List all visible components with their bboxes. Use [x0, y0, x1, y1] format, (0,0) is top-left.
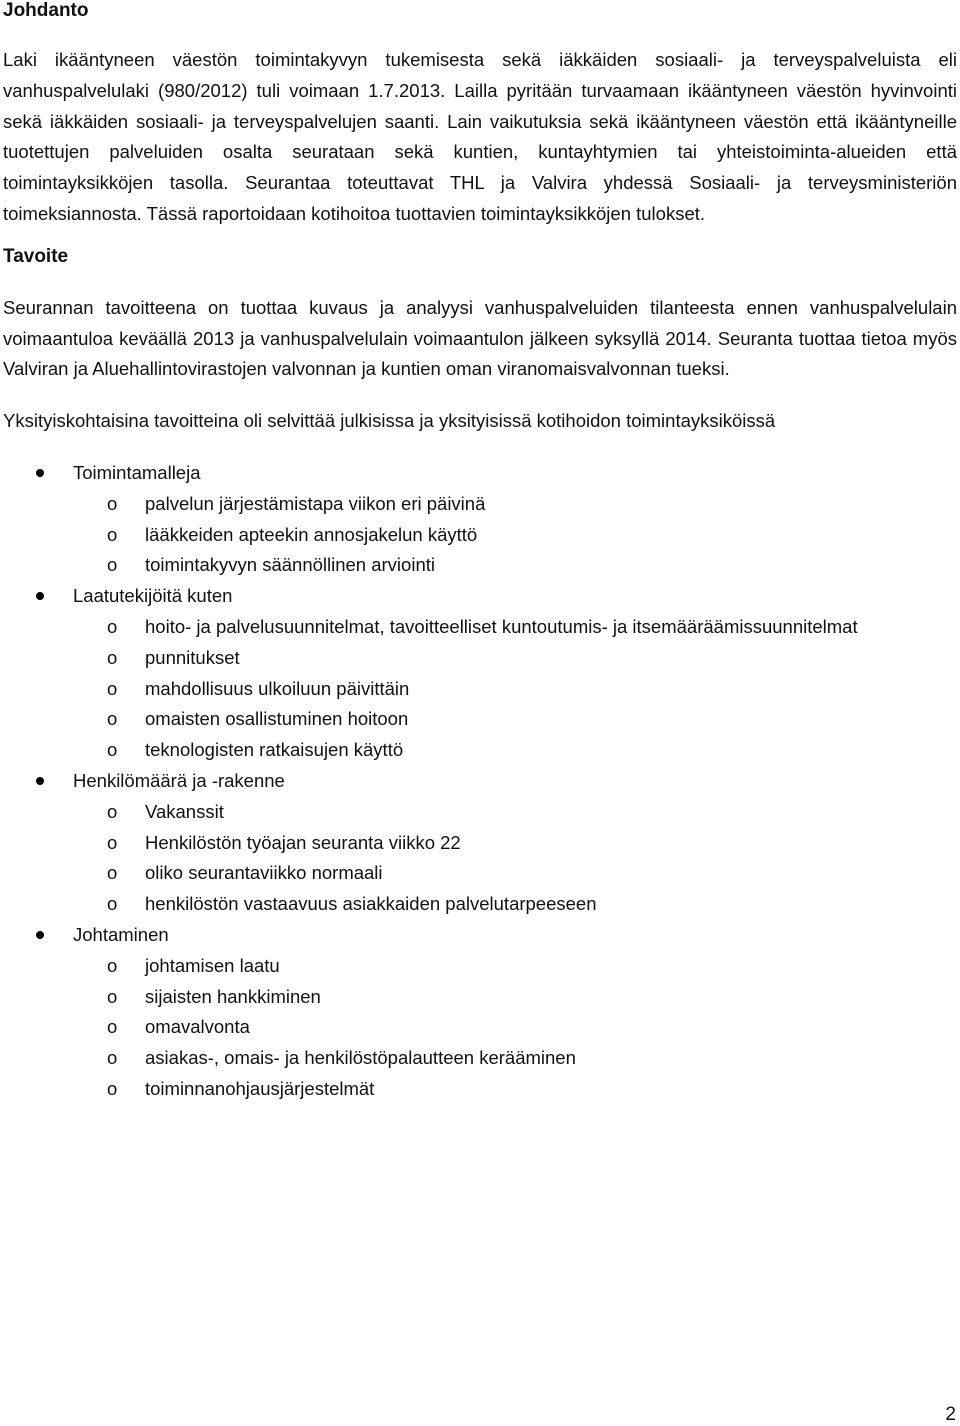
bullet-dot-icon [36, 469, 44, 477]
sub-list-item-label: toiminnanohjausjärjestelmät [145, 1077, 375, 1099]
sub-list-item [73, 797, 957, 828]
sub-list-item-label: hoito- ja palvelusuunnitelmat, tavoitteelliset kuntoutumis- ja itsemääräämissuunnitelmat [145, 615, 858, 637]
bullet-dot-icon [36, 592, 44, 600]
sub-list-item [73, 951, 957, 982]
specific-goals-lead: Yksityiskohtaisina tavoitteina oli selvittää julkisissa ja yksityisissä kotihoidon toimintayksiköissä [3, 410, 776, 432]
sub-list-item-label: henkilöstön vastaavuus asiakkaiden palvelutarpeeseen [145, 893, 597, 915]
sub-list-item [73, 489, 957, 520]
sub-list-item [73, 1074, 957, 1105]
sub-list-item [73, 1012, 957, 1043]
sub-list-item [73, 735, 957, 766]
sub-list-item [73, 674, 957, 705]
bullet-dot-icon [36, 777, 44, 785]
list-item [3, 766, 957, 920]
intro-paragraph: Laki ikääntyneen väestön toimintakyvyn tukemisesta sekä iäkkäiden sosiaali- ja terveyspalveluista eli vanhuspalvelulaki (980/2012) tuli voimaan 1.7.2013. Lailla pyritään turvaamaan ikääntyneen väestön hyvinvointi sekä iäkkäiden sosiaali- ja terveyspalvelujen saanti. Lain vaikutuksia sekä ikääntyneen väestön että ikääntyneille tuotettujen palveluiden osalta seurataan sekä kuntien, kuntayhtymien tai yhteistoiminta-alueiden että toimintayksikköjen tasolla. Seurantaa toteuttavat THL ja Valvira yhdessä Sosiaali- ja terveysministeriön toimeksiannosta. Tässä raportoidaan kotihoitoa tuottavien toimintayksikköjen tulokset. [3, 49, 957, 224]
sub-list [73, 612, 957, 766]
sub-list-item-label: asiakas-, omais- ja henkilöstöpalautteen kerääminen [145, 1047, 576, 1069]
sub-list-item [73, 612, 957, 643]
page-number: 2 [945, 1404, 956, 1425]
circle-bullet-icon: o [107, 985, 118, 1007]
sub-list-item [73, 889, 957, 920]
sub-list [73, 797, 957, 920]
sub-list-item [73, 520, 957, 551]
goal-paragraph: Seurannan tavoitteena on tuottaa kuvaus ja analyysi vanhuspalveluiden tilanteesta ennen vanhuspalvelulain voimaantuloa keväällä 2013 ja vanhuspalvelulain voimaantulon jälkeen syksyllä 2014. Seuranta tuottaa tietoa myös Valviran ja Aluehallintovirastojen valvonnan ja kuntien oman viranomaisvalvonnan tueksi. [3, 296, 957, 380]
list-item [3, 920, 957, 1105]
sub-list [73, 951, 957, 1105]
sub-list-item [73, 704, 957, 735]
sub-list-item-label: punnitukset [145, 646, 240, 668]
list-item-label: Henkilömäärä ja -rakenne [73, 769, 285, 791]
circle-bullet-icon: o [107, 800, 118, 822]
document-page [3, 0, 957, 1105]
sub-list-item-label: sijaisten hankkiminen [145, 985, 321, 1007]
sub-list-item-label: mahdollisuus ulkoiluun päivittäin [145, 677, 410, 699]
sub-list-item [73, 828, 957, 859]
sub-list-item [73, 643, 957, 674]
sub-list-item-label: Henkilöstön työajan seuranta viikko 22 [145, 831, 461, 853]
circle-bullet-icon: o [107, 1016, 118, 1038]
circle-bullet-icon: o [107, 1077, 118, 1099]
circle-bullet-icon: o [107, 862, 118, 884]
section-heading-goal: Tavoite [3, 245, 69, 267]
circle-bullet-icon: o [107, 1047, 118, 1069]
list-item-label: Johtaminen [73, 923, 169, 945]
sub-list-item [73, 982, 957, 1013]
sub-list-item-label: oliko seurantaviikko normaali [145, 862, 383, 884]
circle-bullet-icon: o [107, 554, 118, 576]
circle-bullet-icon: o [107, 739, 118, 761]
sub-list-item-label: omaisten osallistuminen hoitoon [145, 708, 409, 730]
section-heading-intro: Johdanto [3, 0, 89, 21]
sub-list-item-label: toimintakyvyn säännöllinen arviointi [145, 554, 435, 576]
circle-bullet-icon: o [107, 492, 118, 514]
goal-list [3, 458, 957, 1105]
sub-list-item-label: johtamisen laatu [145, 954, 280, 976]
circle-bullet-icon: o [107, 677, 118, 699]
sub-list-item-label: Vakanssit [145, 800, 224, 822]
sub-list-item-label: teknologisten ratkaisujen käyttö [145, 739, 404, 761]
sub-list-item-label: omavalvonta [145, 1016, 250, 1038]
circle-bullet-icon: o [107, 954, 118, 976]
circle-bullet-icon: o [107, 615, 118, 637]
list-item-label: Laatutekijöitä kuten [73, 585, 233, 607]
list-item [3, 581, 957, 766]
circle-bullet-icon: o [107, 523, 118, 545]
sub-list-item [73, 858, 957, 889]
list-item [3, 458, 957, 581]
sub-list-item-label: lääkkeiden apteekin annosjakelun käyttö [145, 523, 478, 545]
bullet-dot-icon [36, 931, 44, 939]
sub-list-item [73, 1043, 957, 1074]
sub-list-item [73, 550, 957, 581]
circle-bullet-icon: o [107, 893, 118, 915]
sub-list [73, 489, 957, 581]
circle-bullet-icon: o [107, 646, 118, 668]
sub-list-item-label: palvelun järjestämistapa viikon eri päivinä [145, 492, 486, 514]
list-item-label: Toimintamalleja [73, 461, 201, 483]
circle-bullet-icon: o [107, 831, 118, 853]
circle-bullet-icon: o [107, 708, 118, 730]
